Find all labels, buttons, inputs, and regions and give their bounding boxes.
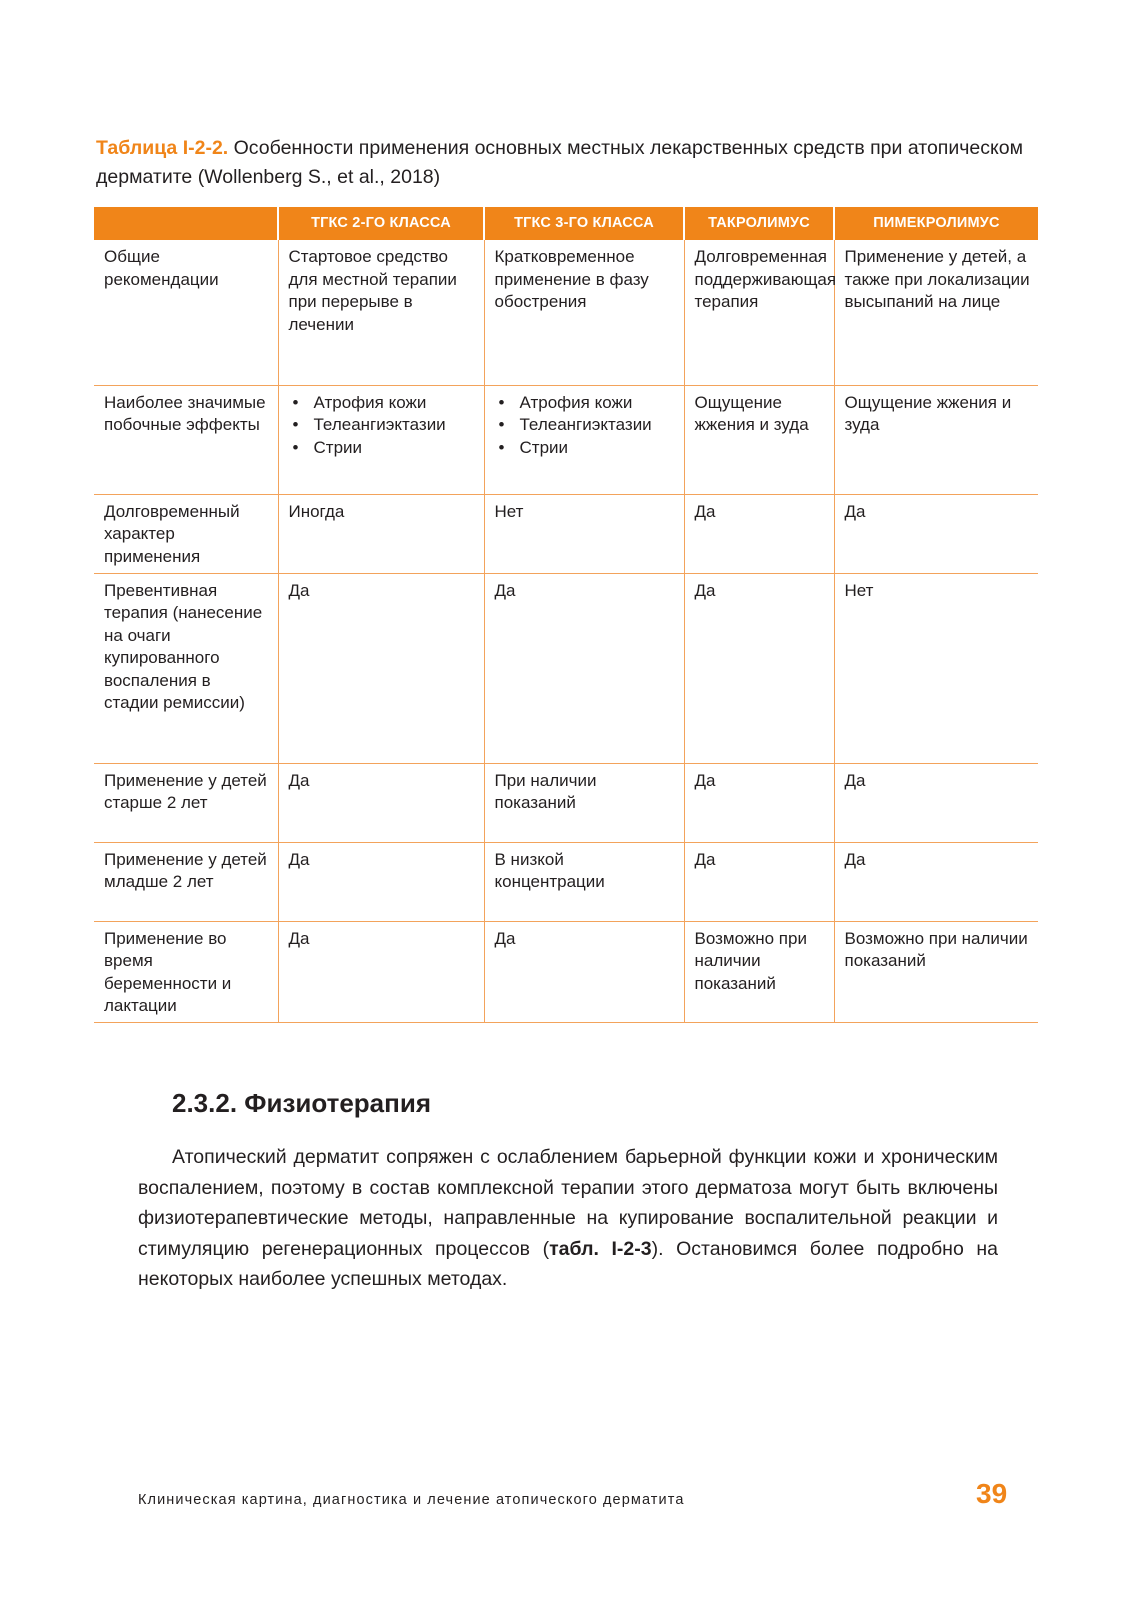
side-effects-list [495, 392, 676, 460]
table-cell: Стартовое средство для местной терапии при перерыве в лечении [278, 240, 484, 385]
table-cell: При наличии показаний [484, 763, 684, 842]
side-effects-list [289, 392, 476, 460]
row-label: Применение у детей младше 2 лет [94, 842, 278, 921]
table-row [94, 385, 1038, 494]
table-cell: Да [278, 921, 484, 1022]
table-row [94, 763, 1038, 842]
table-caption-label: Таблица I-2-2. [96, 137, 229, 159]
table-cell: Долговременная поддерживающая терапия [684, 240, 834, 385]
list-item: • Стрии [289, 437, 476, 460]
row-label: Наиболее значимые побочные эффекты [94, 385, 278, 494]
table-cell: Нет [834, 573, 1038, 763]
table-header-row [94, 207, 1038, 240]
row-label: Превентивная терапия (нанесение на очаги купированного воспаления в стадии ремиссии) [94, 573, 278, 763]
table-cell: Да [834, 494, 1038, 573]
header-cell-empty [94, 207, 278, 240]
table-caption [96, 134, 1036, 192]
row-label: Общие рекомендации [94, 240, 278, 385]
table-cell: Применение у детей, а также при локализации высыпаний на лице [834, 240, 1038, 385]
row-label: Применение во время беременности и лактации [94, 921, 278, 1022]
table-cell: Возможно при наличии показаний [834, 921, 1038, 1022]
header-cell-pimecrolimus: ПИМЕКРОЛИМУС [834, 207, 1038, 240]
table-cell: Ощущение жжения и зуда [834, 385, 1038, 494]
section-heading: 2.3.2. Физиотерапия [172, 1088, 431, 1118]
list-item: • Телеангиэктазии [495, 414, 676, 437]
body-paragraph [138, 1142, 998, 1295]
table-cell: Да [684, 573, 834, 763]
paragraph-text-start: Атопический дерматит сопряжен с ослаблением барьерной функции кожи и хроническим воспалением, поэтому в состав комплексной терапии этого дерматоза могут быть включены физиотерапевтические методы, направленные на купирование воспалительной реакции и стимуляцию регенерационных процессов ( [138, 1146, 998, 1260]
drug-comparison-table [94, 207, 1038, 1023]
table-cell: Да [484, 573, 684, 763]
header-cell-tacrolimus: ТАКРОЛИМУС [684, 207, 834, 240]
table-row [94, 240, 1038, 385]
table-cell [484, 385, 684, 494]
table-reference: табл. I-2-3 [549, 1237, 652, 1260]
table-cell [278, 385, 484, 494]
table-cell: Возможно при наличии показаний [684, 921, 834, 1022]
table-cell: Нет [484, 494, 684, 573]
list-item: • Атрофия кожи [495, 392, 676, 415]
table-caption-text: Особенности применения основных местных лекарственных средств при атопическом дерматите (Wollenberg S., et al., 2018) [96, 137, 1023, 188]
header-cell-tgks2: ТГКС 2-ГО КЛАССА [278, 207, 484, 240]
table-cell: Да [278, 573, 484, 763]
list-item: • Телеангиэктазии [289, 414, 476, 437]
table-cell: Да [484, 921, 684, 1022]
running-footer: Клиническая картина, диагностика и лечение атопического дерматита [138, 1492, 685, 1508]
row-label: Долговременный характер применения [94, 494, 278, 573]
table-cell: Иногда [278, 494, 484, 573]
table-cell: Кратковременное применение в фазу обострения [484, 240, 684, 385]
table-cell: Да [684, 494, 834, 573]
list-item: • Атрофия кожи [289, 392, 476, 415]
page-number: 39 [976, 1478, 1008, 1509]
table-cell: Да [278, 763, 484, 842]
row-label: Применение у детей старше 2 лет [94, 763, 278, 842]
table-cell: Ощущение жжения и зуда [684, 385, 834, 494]
table-cell: Да [834, 842, 1038, 921]
table-row [94, 494, 1038, 573]
table-row [94, 573, 1038, 763]
table-cell: Да [684, 763, 834, 842]
table-cell: Да [684, 842, 834, 921]
table-cell: Да [834, 763, 1038, 842]
table-row [94, 921, 1038, 1022]
table-cell: В низкой концентрации [484, 842, 684, 921]
list-item: • Стрии [495, 437, 676, 460]
paragraph-text-end: ). Остановимся более подробно на некоторых наиболее успешных методах. [138, 1237, 999, 1290]
table-cell: Да [278, 842, 484, 921]
table-row [94, 842, 1038, 921]
header-cell-tgks3: ТГКС 3-ГО КЛАССА [484, 207, 684, 240]
